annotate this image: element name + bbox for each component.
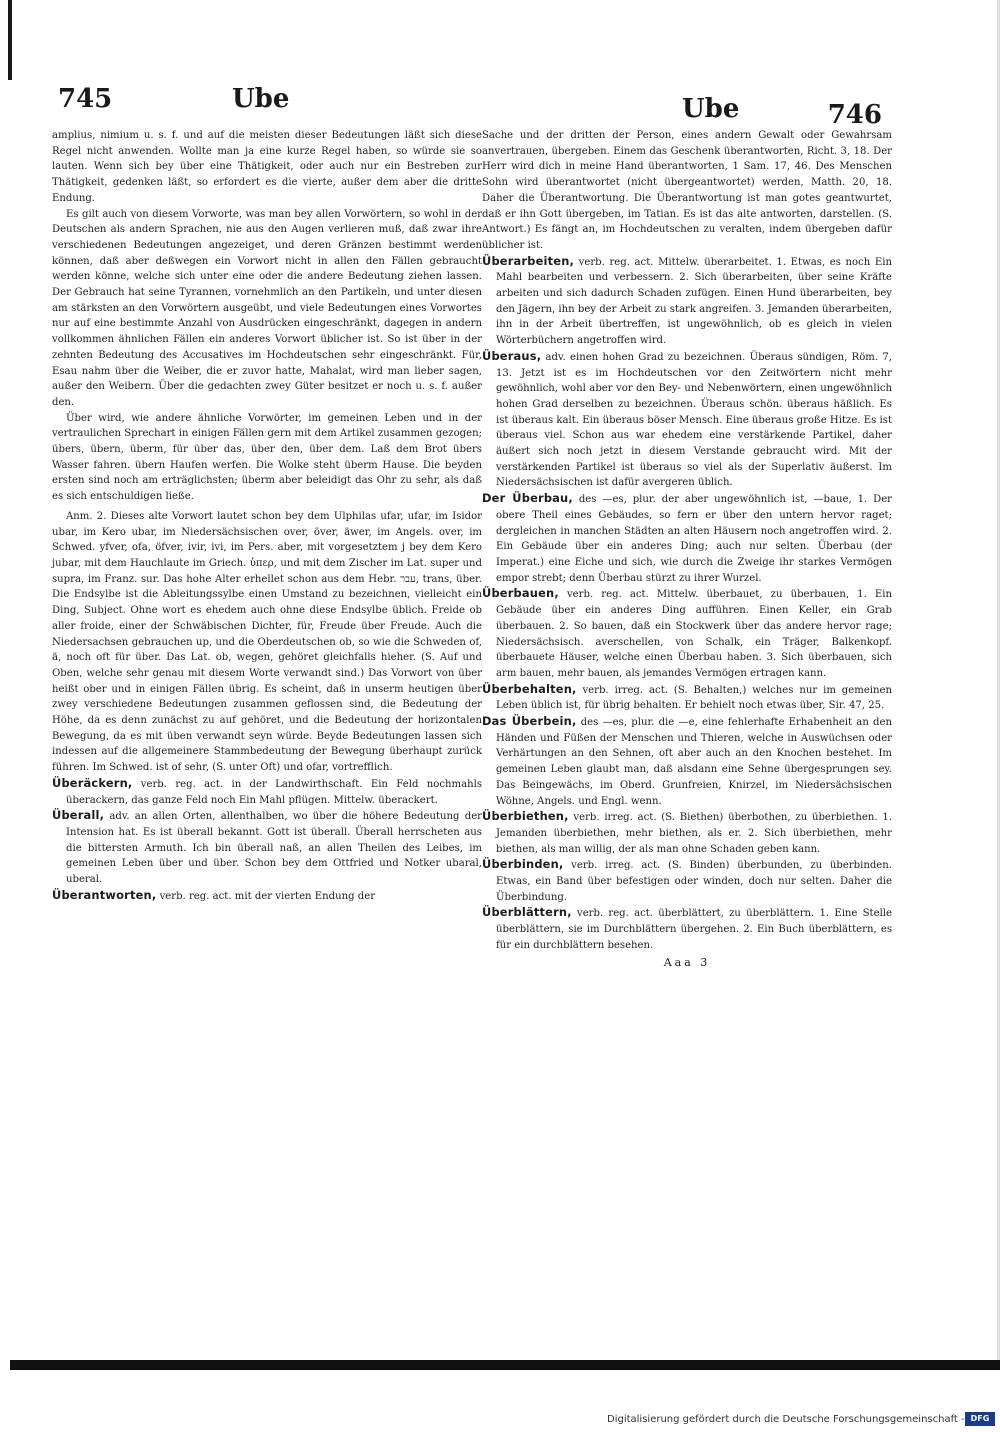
dictionary-entry [482, 586, 892, 681]
dictionary-entry [52, 776, 482, 808]
text-paragraph [52, 128, 482, 207]
right-page-number: 746 [827, 100, 882, 130]
dictionary-entry [482, 857, 892, 905]
dictionary-entry [482, 491, 892, 586]
entry-text: Über wird, wie andere ähnliche Vorwörter, im gemeinen Leben und in der vertraulichen Sprechart in einigen Fällen gern mit dem Artikel zusammen gezogen; übers, übern, überm, für über das, über den, über dem. Laß dem Brot übers Wasser fahren. übern Haufen werfen. Die Wolke steht überm Hause. Die beyden ersten sind noch am erträglichsten; überm aber beleidigt das Ohr zu sehr, als daß es sich entschuldigen ließe. [52, 412, 482, 503]
left-page-number: 745 [58, 84, 113, 114]
entry-text: Sache und der dritten der Person, eines andern Gewalt oder Gewahrsam anvertrauen, übergeben. Einem das Geschenk überantworten, Richt. 3, 18. Der Herr wird dich in meine Hand überantworten, 1 Sam. 17, 46. Des Menschen Sohn wird überantwortet (nicht übergeantwortet) werden, Matth. 20, 18. Daher die Überantwortung. Die Überantwortung ist man gotes geantwurtet, daß er ihn Gott übergeben, im Tatian. Es ist das alte antworten, darstellen. (S. Antwort.) Es fängt an, im Hochdeutschen zu veralten, indem übergeben dafür üblicher ist. [482, 130, 892, 251]
page-signature: Aaa 3 [663, 955, 711, 969]
entry-text: amplius, nimium u. s. f. und auf die meisten dieser Bedeutungen läßt sich diese Regel nicht anwenden. Wollte man ja eine kurze Regel haben, so würde sie so lauten. Wenn sich bey über eine Thätigkeit, oder auch nur ein Bestreben zur Thätigkeit, gedenken läßt, so erfordert es die vierte, außer dem aber die dritte Endung. [52, 130, 482, 204]
headword: Überbinden, [482, 857, 564, 872]
entry-text: verb. irreg. act. (S. Binden) überbunden, zu überbinden. Etwas, ein Band über befestigen oder winden, doch nur selten. Daher die Überbindung. [496, 860, 892, 903]
entry-text: des —es, plur. der aber ungewöhnlich ist, —baue, 1. Der obere Theil eines Gebäudes, so fern er über den untern hervor raget; dergleichen in manchen Städten an alten Häusern noch angetroffen wird. 2. Ein Gebäude über ein anderes Ding; auch nur selten. Überbau (der Imperat.) eine Eiche und sich, wie durch die Zweige ihr starkes Vermögen empor strebt; denn Überbau stürzt zu ihrer Wurzel. [496, 494, 893, 584]
dictionary-entry [52, 888, 482, 905]
left-text-column [52, 128, 482, 904]
dictionary-entry [482, 809, 892, 857]
dfg-logo: DFG [965, 1412, 995, 1426]
headword: Überäckern, [52, 775, 133, 790]
headword: Das Überbein, [482, 714, 577, 729]
right-text-column [482, 128, 892, 954]
dictionary-entry [482, 714, 892, 809]
entry-text: adv. einen hohen Grad zu bezeichnen. Überaus sündigen, Röm. 7, 13. Jetzt ist es im Hochdeutschen vor den Zeitwörtern nicht mehr gewöhnlich, wohl aber vor den Bey- und Nebenwörtern, einen ungewöhnlich hohen Grad derselben zu bezeichnen. Überaus schön. überaus häßlich. Es ist überaus kalt. Ein überaus böser Mensch. Eine überaus große Hitze. Es ist überaus viel. Schon aus war ehedem eine verstärkende Partikel, daher äußert sich noch jetzt in diesem Verstande gebraucht wird. Mit der verstärkenden Partikel ist überaus so viel als der Superlativ äußerst. Im Niedersächsischen ist dafür avergeren üblich. [496, 351, 892, 489]
text-paragraph [482, 128, 892, 254]
dictionary-entry [482, 254, 892, 349]
entry-text: verb. reg. act. in der Landwirthschaft. Ein Feld nochmahls überackern, das ganze Feld noch Ein Mahl pflügen. Mittelw. überackert. [66, 778, 482, 806]
headword: Der Überbau, [482, 491, 573, 506]
text-paragraph [52, 411, 482, 505]
left-running-head: Ube [232, 84, 290, 114]
headword: Überarbeiten, [482, 253, 575, 268]
headword: Überblättern, [482, 905, 572, 920]
entry-text: verb. reg. act. Mittelw. überarbeitet. 1. Etwas, es noch Ein Mahl bearbeiten und verbessern. 2. Sich überarbeiten, über seine Kräfte arbeiten und sich dadurch Schaden zufügen. Einen Hund überarbeiten, bey den Jägern, ihn bey der Arbeit zu stark angreifen. 3. Jemanden überarbeiten, ihn in der Arbeit übertreffen, ist ungewöhnlich, ob es gleich in vielen Wörterbüchern angetroffen wird. [496, 256, 892, 347]
entry-text: verb. irreg. act. (S. Behalten,) welches nur im gemeinen Leben üblich ist, für übrig behalten. Er behielt noch etwas über, Sir. 47, 25. [496, 684, 892, 712]
right-running-head: Ube [682, 94, 740, 124]
headword: Überall, [52, 808, 105, 823]
entry-text: adv. an allen Orten, allenthalben, wo über die höhere Bedeutung der Intension hat. Es ist überall bekannt. Gott ist überall. Überall herrscheten aus die bittersten Armuth. Ich bin überall naß, an allen Theilen des Leibes, im gemeinen Leben über und über. Schon bey dem Ottfried und Notker ubaral, uberal. [66, 811, 482, 886]
digitization-credit: Digitalisierung gefördert durch die Deutsche Forschungsgemeinschaft - [607, 1414, 965, 1425]
dictionary-entry [52, 808, 482, 888]
left-page-header [52, 84, 482, 128]
entry-text: des —es, plur. die —e, eine fehlerhafte Erhabenheit an den Händen und Füßen der Menschen und Thieren, welche in Auswüchsen oder Verhärtungen an den Sehnen, oft aber auch an den Knochen bestehet. Im gemeinen Leben glaubt man, daß alsdann eine Sehne übergesprungen sey. Das Beingewächs, im Oberd. Grunfreien, Knirzel, im Niedersächsischen Wöhne, Angels. und Engl. wenn. [496, 717, 892, 807]
scan-binding-edge [8, 0, 12, 80]
entry-text: verb. reg. act. überblättert, zu überblättern. 1. Eine Stelle überblättern, sie im Durchblättern übergehen. 2. Ein Buch überblättern, es für ein durchblättern besehen. [496, 908, 892, 951]
dictionary-entry [482, 682, 892, 714]
right-page [482, 84, 892, 969]
headword: Überbiethen, [482, 809, 569, 824]
dictionary-entry [482, 349, 892, 491]
headword: Überantworten, [52, 887, 157, 902]
right-page-header [482, 84, 892, 128]
headword: Überbehalten, [482, 681, 577, 696]
headword: Überaus, [482, 348, 542, 363]
entry-text: verb. irreg. act. (S. Biethen) überbothen, zu überbiethen. 1. Jemanden überbiethen, mehr biethen, als er. 2. Sich überbiethen, mehr biethen, als man willig, der als man ohne Schaden geben kann. [496, 812, 892, 855]
dictionary-entry [482, 905, 892, 953]
scan-bottom-border [10, 1360, 1000, 1370]
left-page [52, 84, 482, 904]
entry-text: verb. reg. act. mit der vierten Endung der [156, 890, 376, 902]
entry-text: Anm. 2. Dieses alte Vorwort lautet schon bey dem Ulphilas ufar, ufar, im Isidor ubar, im Kero ubar, im Niedersächsischen over, över, äwer, im Angels. over, im Schwed. yfver, ofa, öfver, ivir, ivi, im Pers. aber, mit vorgesetztem j bey dem Kero jubar, mit dem Hauchlaute im Griech. ὑπερ, und mit dem Zischer im Lat. super und supra, im Franz. sur. Das hohe Alter erhellet schon aus dem Hebr. עבר, trans, über. Die Endsylbe ist die Ableitungssylbe einen Umstand zu bezeichnen, vielleicht ein Ding, Subject. Ohne wort es ehedem auch ohne diese Endsylbe üblich. Freide ob aller froide, einer der Schwäbischen Dichter, für, Freude über Freude. Auch die Niedersachsen gebrauchen up, und die Oberdeutschen ob, so wie die Schweden of, ä, noch oft für über. Das Lat. ob, wegen, gehöret gleichfalls hieher. (S. Auf und Oben, welche sehr genau mit diesem Worte verwandt sind.) Das Vorwort von über heißt ober und in einigen Fällen übrig. Es scheint, daß in unserm heutigen über zwey verschiedene Bedeutungen zusammen geflossen sind, die Bedeutung der Höhe, da es denn zunächst zu auf gehöret, und die Bedeutung der horizontalen Bewegung, da es mit üben verwandt seyn würde. Beyde Bedeutungen lassen sich indessen auf die allgemeinere Stammbedeutung der Bewegung überhaupt zurück führen. Im Schwed. ist of sehr, (S. unter Oft) und ofar, vortrefflich. [52, 510, 482, 774]
entry-text: Es gilt auch von diesem Vorworte, was man bey allen Vorwörtern, so wohl in der Deutschen als andern Sprachen, nie aus den Augen verlieren muß, daß zwar ihre verschiedenen Bedeutungen angezeiget, und deren Gränzen bestimmt werden können, daß aber deßwegen ein Vorwort nicht in allen den Fällen gebraucht werden könne, welche sich unter eine oder die andere Bedeutung ziehen lassen. Der Gebrauch hat seine Tyrannen, vornehmlich an den Partikeln, und unter diesen am stärksten an den Vorwörtern ausgeübt, und viele Bedeutungen eines Vorwortes nur auf eine bestimmte Anzahl von Ausdrücken eingeschränkt, dagegen in andern vollkommen ähnlichen Fällen ein anderes Vorwort üblicher ist. So ist über in der zehnten Bedeutung des Accusatives im Hochdeutschen sehr eingeschränkt. Für, Esau nahm über die Weiber, die er zuvor hatte, Mahalat, wird man lieber sagen, außer den Weibern. Über die gedachten zwey Güter besitzet er noch u. s. f. außer den. [52, 208, 482, 408]
text-paragraph [52, 509, 482, 776]
headword: Überbauen, [482, 586, 559, 601]
entry-text: verb. reg. act. Mittelw. überbauet, zu überbauen, 1. Ein Gebäude über ein anderes Ding aufführen. Einen Keller, ein Grab überbauen. 2. So bauen, daß ein Stockwerk über das andere hervor rage; Niedersächsisch. averschellen, von Schalk, ein Träger, Balkenkopf. überbauete Häuser, welche einen Überbau haben. 3. Sich überbauen, sich arm bauen, mehr bauen, als jemandes Vermögen ertragen kann. [496, 589, 892, 679]
text-paragraph [52, 207, 482, 411]
